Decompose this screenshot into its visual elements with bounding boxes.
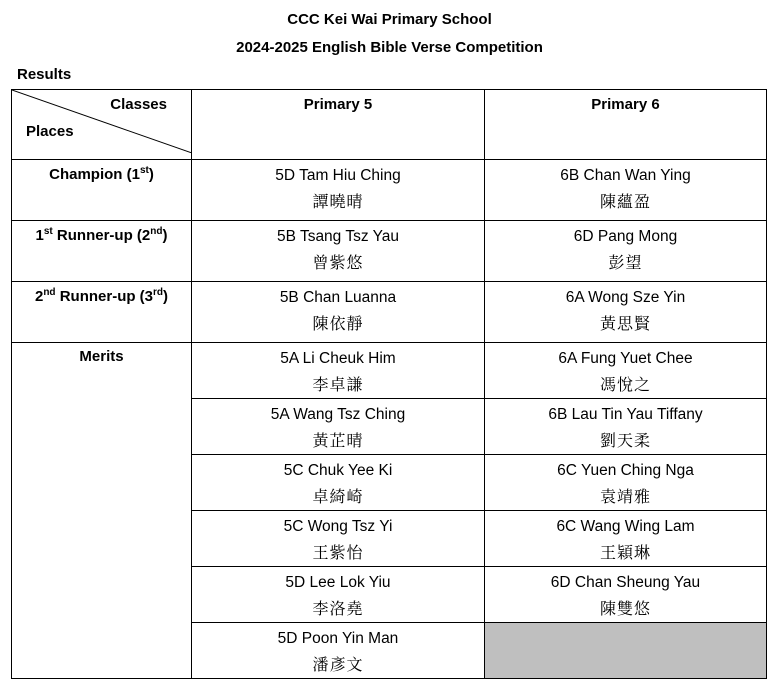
places-label: Places <box>26 123 74 140</box>
student-name-zh: 李洛堯 <box>312 599 364 618</box>
student-name-zh: 陳依靜 <box>312 314 364 333</box>
student-name-en: 5D Tam Hiu Ching <box>275 167 401 184</box>
column-header-primary-5: Primary 5 <box>192 90 485 160</box>
student-name-zh: 陳蘊盈 <box>599 192 651 211</box>
student-name-en: 5D Lee Lok Yiu <box>285 574 391 591</box>
student-name-en: 6D Chan Sheung Yau <box>550 574 701 591</box>
student-name-en: 5B Chan Luanna <box>279 289 397 306</box>
winner-cell <box>485 160 767 221</box>
student-name-en: 6C Wang Wing Lam <box>556 518 695 535</box>
student-name-zh: 馮悅之 <box>599 375 651 394</box>
winner-cell <box>192 160 485 221</box>
student-name-en: 6A Wong Sze Yin <box>565 289 686 306</box>
results-table <box>11 89 767 679</box>
winner-cell <box>485 221 767 282</box>
winner-cell <box>192 455 485 511</box>
winner-cell <box>192 567 485 623</box>
winner-cell <box>485 511 767 567</box>
winner-cell <box>485 455 767 511</box>
student-name-zh: 袁靖雅 <box>599 487 651 506</box>
school-title: CCC Kei Wai Primary School <box>287 11 492 28</box>
student-name-zh: 黃芷晴 <box>312 431 364 450</box>
place-merits: Merits <box>12 343 192 679</box>
student-name-en: 6C Yuen Ching Nga <box>557 462 694 479</box>
header-row <box>12 90 767 160</box>
student-name-en: 5C Chuk Yee Ki <box>283 462 393 479</box>
student-name-zh: 李卓謙 <box>312 375 364 394</box>
table-row <box>12 160 767 221</box>
student-name-en: 5B Tsang Tsz Yau <box>276 228 400 245</box>
winner-cell <box>485 343 767 399</box>
classes-label: Classes <box>110 96 167 113</box>
table-row <box>12 221 767 282</box>
winner-cell <box>192 343 485 399</box>
column-header-primary-6: Primary 6 <box>485 90 767 160</box>
place-champion: Champion (1st) <box>12 160 192 221</box>
place-second-runner-up: 2nd Runner-up (3rd) <box>12 282 192 343</box>
student-name-en: 6D Pang Mong <box>573 228 678 245</box>
table-row <box>12 282 767 343</box>
winner-cell <box>485 567 767 623</box>
student-name-zh: 卓綺崎 <box>312 487 364 506</box>
student-name-zh: 譚曉晴 <box>312 192 364 211</box>
student-name-en: 5A Wang Tsz Ching <box>270 406 406 423</box>
empty-cell <box>485 623 767 679</box>
student-name-en: 6B Chan Wan Ying <box>560 167 691 184</box>
student-name-en: 6A Fung Yuet Chee <box>558 350 693 367</box>
winner-cell <box>192 511 485 567</box>
student-name-zh: 劉天柔 <box>599 431 651 450</box>
student-name-en: 5C Wong Tsz Yi <box>283 518 393 535</box>
winner-cell <box>192 282 485 343</box>
student-name-zh: 王穎琳 <box>599 543 651 562</box>
winner-cell <box>485 399 767 455</box>
student-name-zh: 黃思賢 <box>599 314 651 333</box>
competition-title: 2024-2025 English Bible Verse Competition <box>236 39 543 56</box>
winner-cell <box>192 221 485 282</box>
results-label: Results <box>17 66 72 83</box>
student-name-en: 5A Li Cheuk Him <box>280 350 396 367</box>
table-row <box>12 343 767 399</box>
student-name-zh: 王紫怡 <box>312 543 364 562</box>
winner-cell <box>485 282 767 343</box>
student-name-zh: 彭望 <box>608 253 643 272</box>
winner-cell <box>192 399 485 455</box>
student-name-zh: 曾紫悠 <box>312 253 364 272</box>
place-first-runner-up: 1st Runner-up (2nd) <box>12 221 192 282</box>
corner-cell <box>12 90 192 160</box>
student-name-zh: 陳雙悠 <box>599 599 651 618</box>
winner-cell <box>192 623 485 679</box>
student-name-en: 6B Lau Tin Yau Tiffany <box>548 406 703 423</box>
student-name-zh: 潘彥文 <box>312 655 364 674</box>
student-name-en: 5D Poon Yin Man <box>277 630 399 647</box>
